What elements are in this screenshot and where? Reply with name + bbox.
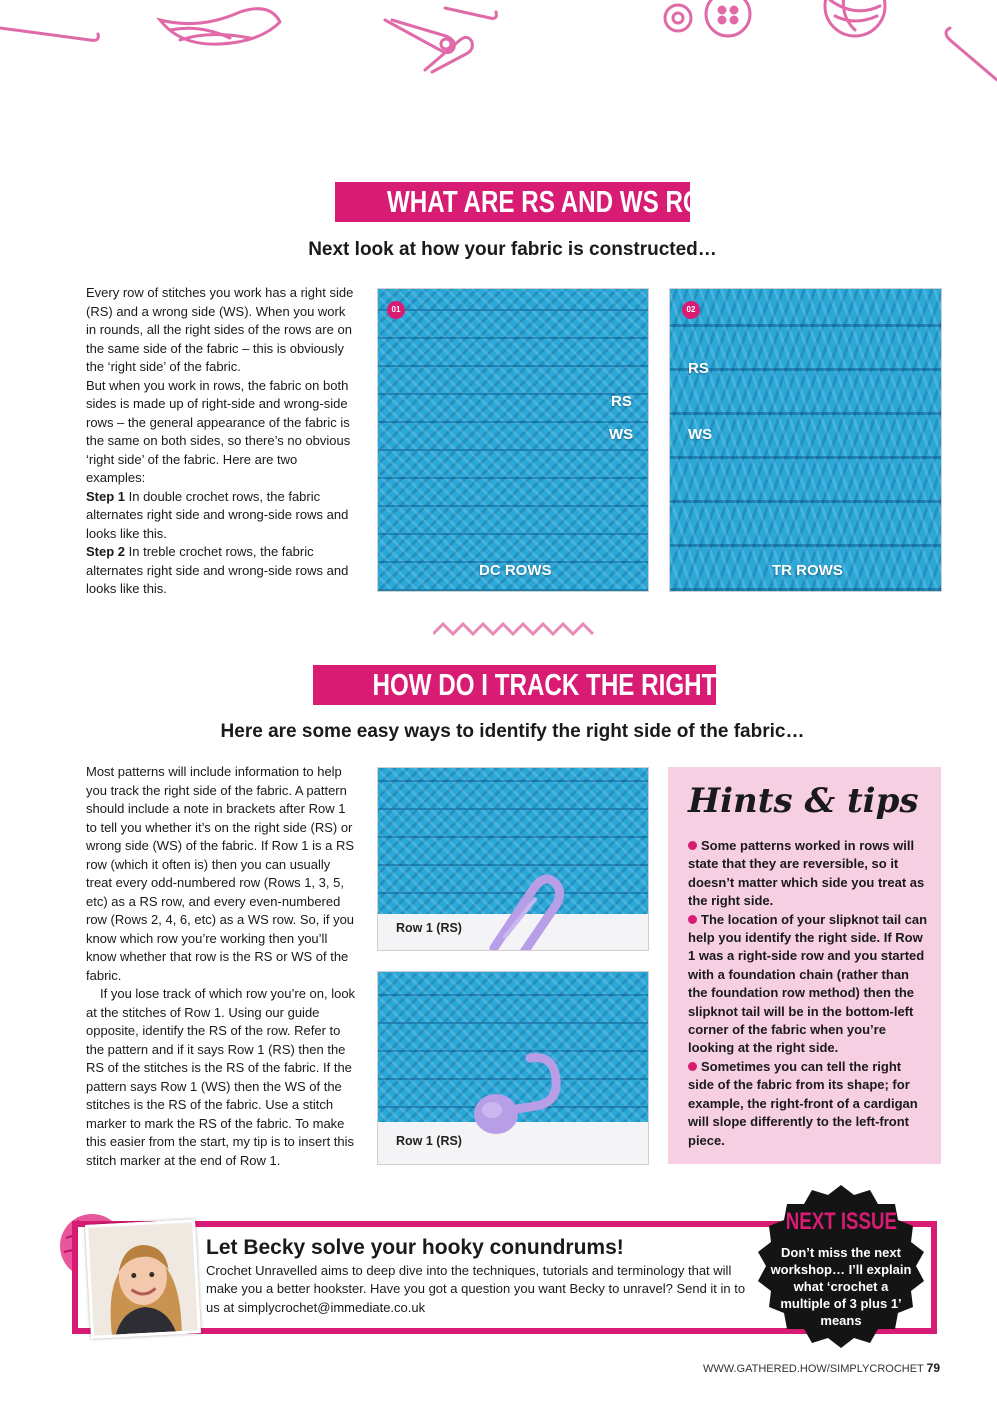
photo-number-badge: 02 (682, 301, 700, 319)
stitch-marker-icon (484, 868, 564, 951)
tip-item (688, 837, 928, 911)
row-1-rs-label: Row 1 (RS) (396, 1134, 462, 1148)
crochet-hook-icon (0, 28, 90, 40)
zigzag-divider (433, 620, 595, 638)
step-2-paragraph (86, 543, 358, 599)
section-subheading-construction: Next look at how your fabric is constructed… (308, 239, 717, 260)
footer-paragraph: Crochet Unravelled aims to deep dive into the techniques, tutorials and terminology that will make you a better hookster. Have you got a question you want Becky to unravel? Send it in to us at simplycrochet@immediate.co.uk (206, 1263, 746, 1315)
row-1-rs-label: Row 1 (RS) (396, 921, 462, 935)
next-issue-title: NEXT ISSUE (785, 1208, 897, 1235)
craft-doodles-header (0, 0, 997, 100)
rs-label: RS (688, 360, 709, 377)
step-1-text: In double crochet rows, the fabric alternates right side and wrong-side rows and looks like this. (86, 488, 349, 541)
tip-item (688, 1058, 928, 1150)
hints-tips-box (668, 767, 941, 1164)
section-subheading-identify: Here are some easy ways to identify the right side of the fabric… (220, 721, 805, 742)
bullet-icon (688, 915, 697, 924)
photo-row1-marker-a (377, 767, 649, 951)
tip-text: The location of your slipknot tail can help you identify the right side. If Row 1 was a right-side row and you started with a foundation chain (rather than the foundation row method) then the slipknot tail will be in the bottom-left corner of the fabric when you’re looking at the right side. (688, 911, 928, 1056)
tip-text: Sometimes you can tell the right side of the fabric from its shape; for example, the right-front of a cardigan will slope differently to the left-front piece. (688, 1058, 918, 1148)
rs-label: RS (611, 393, 632, 410)
bullet-icon (688, 1062, 697, 1071)
track-right-side-text (86, 763, 358, 1170)
ws-label: WS (688, 426, 713, 443)
track-paragraph-2: If you lose track of which row you’re on, look at the stitches of Row 1. Using our guide opposite, identify the RS of the row. Refer to the pattern and if it says Row 1 (RS) then the RS of the stitches is the RS of the fabric. If the pattern says Row 1 (WS) then the WS of the stitches is the RS of the fabric. Use a stitch marker to mark the RS of the fabric. To make this easier from the start, my tip is to insert this stitch marker at the end of Row 1. (86, 986, 356, 1168)
section-heading-track-right-side: HOW DO I TRACK THE RIGHT SIDE? (313, 665, 716, 705)
intro-paragraph: Every row of stitches you work has a right side (RS) and a wrong side (WS). When you work in rounds, all the right sides of the rows are on the same side of the fabric – this is obviously the ‘right side’ of the fabric. (86, 285, 354, 374)
footer-text (206, 1262, 746, 1317)
hints-tips-title: Hints & tips (688, 781, 919, 821)
intro-paragraph: But when you work in rows, the fabric on both sides is made up of right-side and wrong-side rows – the general appearance of the fabric is the same on both sides, so there’s no obvious ‘right side’ of the fabric. Here are two examples: (86, 377, 351, 485)
footer-title: Let Becky solve your hooky conundrums! (206, 1236, 624, 1259)
step-1-paragraph (86, 488, 358, 544)
photo-tr-rows (669, 288, 942, 592)
photo-number-badge: 01 (387, 301, 405, 319)
hints-tips-list (688, 837, 928, 1150)
tip-text: Some patterns worked in rows will state that they are reversible, so it doesn’t matter which side you treat as the right side. (688, 838, 925, 909)
step-1-label: Step 1 (86, 488, 126, 504)
step-2-label: Step 2 (86, 544, 126, 559)
becky-avatar (85, 1219, 201, 1339)
rs-ws-intro-text (86, 284, 358, 599)
website-url: WWW.GATHERED.HOW/SIMPLYCROCHET (702, 1363, 924, 1375)
track-paragraph-1: Most patterns will include information to help you track the right side of the fabric. A pattern should include a note in brackets after Row 1 to tell you whether it’s on the right side (RS) or wrong side (WS) of the fabric. If Row 1 is a RS row (which it often is) then you can usually treat every odd-numbered row (Rows 1, 3, 5, etc) as a RS row, and every even-numbered row (Rows 2, 4, 6, etc) as a WS row. So, if you know which row you’re working then you’ll know whether that row is the RS or WS of the fabric. (86, 764, 355, 983)
dc-rows-caption: DC ROWS (479, 562, 552, 579)
stitch-marker-icon (470, 1048, 566, 1140)
step-2-text: In treble crochet rows, the fabric alternates right side and wrong-side rows and looks like this. (86, 544, 349, 596)
bullet-icon (688, 841, 697, 850)
tr-rows-caption: TR ROWS (772, 562, 843, 579)
photo-dc-rows (377, 288, 649, 592)
tip-item (688, 911, 928, 1058)
next-issue-text: Don’t miss the next workshop… I’ll explain what ‘crochet a multiple of 3 plus 1’ means (770, 1245, 912, 1328)
section-heading-rs-ws: WHAT ARE RS AND WS ROWS? (335, 182, 690, 222)
page-number: 79 (926, 1361, 940, 1375)
ws-label: WS (609, 426, 634, 443)
photo-row1-marker-b (377, 971, 649, 1165)
page-footer (703, 1361, 940, 1375)
